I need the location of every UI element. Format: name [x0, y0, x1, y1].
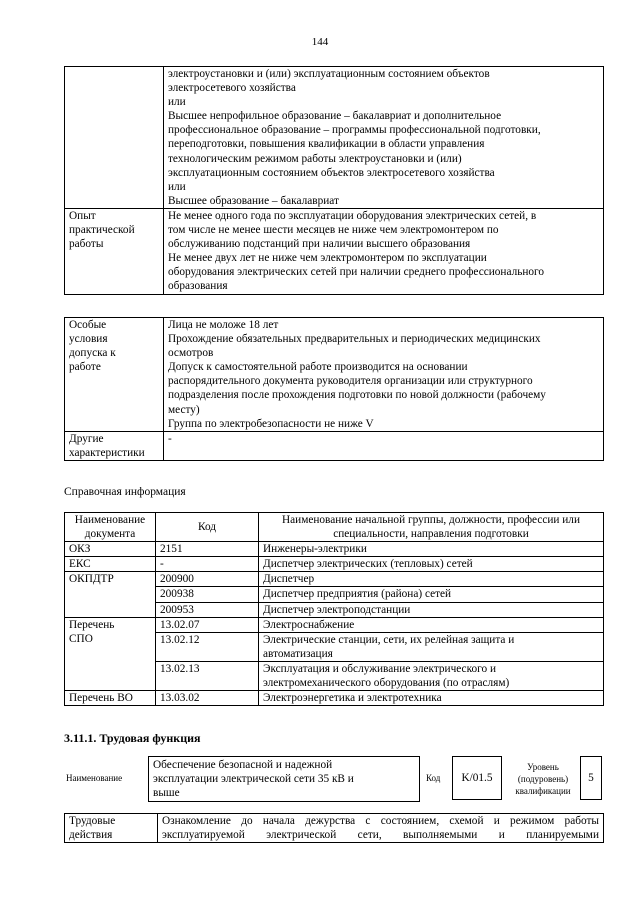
text-line: осмотров: [168, 347, 214, 360]
label-line: характеристики: [69, 446, 145, 459]
experience-value: [164, 208, 604, 294]
text-line: Эксплуатация и обслуживание электрического и: [263, 662, 497, 675]
function-header: [64, 756, 604, 802]
code-cell: 200900: [156, 572, 259, 587]
text-line: Высшее образование – бакалавриат: [168, 194, 339, 207]
conditions-table: [64, 317, 604, 461]
education-continuation-cell: [164, 67, 604, 209]
other-row: [65, 431, 604, 460]
label-line: Другие: [69, 432, 104, 445]
labor-actions-table: [64, 813, 604, 843]
name-label: Наименование: [66, 773, 123, 783]
text-line: эксплуатации электрической сети 35 кВ и: [153, 773, 354, 786]
label-line: действия: [69, 829, 113, 842]
text-line: Не менее одного года по эксплуатации оборудования электрических сетей, в: [168, 209, 537, 222]
page-number: 144: [311, 36, 329, 48]
labor-actions-row: [65, 814, 604, 843]
table-row: [65, 691, 604, 706]
header-line: Наименование: [74, 514, 146, 526]
text-line: технологическим режимом работы электроустановки и (или): [168, 152, 462, 165]
text-line: Группа по электробезопасности не ниже V: [168, 417, 374, 430]
desc-cell: Диспетчер электрических (тепловых) сетей: [259, 557, 604, 572]
function-name-box: [148, 756, 420, 802]
desc-cell: [259, 632, 604, 661]
code-value: K/01.5: [452, 756, 502, 800]
text-line: обслуживанию подстанций при наличии высшего образования: [168, 238, 471, 251]
reference-header-row: [65, 513, 604, 542]
code-label: Код: [426, 773, 441, 783]
reference-title: Справочная информация: [64, 486, 186, 498]
doc-cell: ЕКС: [65, 557, 156, 572]
code-cell: 13.02.12: [156, 632, 259, 661]
text-line: эксплуатируемой электрической сети, выполняемыми и планируемыми: [162, 829, 599, 842]
header-line: специальности, направления подготовки: [333, 528, 529, 541]
other-value: -: [164, 431, 604, 460]
text-line: электромеханического оборудования (по отраслям): [263, 677, 510, 690]
text-line: или: [168, 180, 186, 193]
conditions-value: [164, 318, 604, 432]
text-line: Высшее непрофильное образование – бакалавриат и дополнительное: [168, 110, 502, 123]
text-line: или: [168, 96, 186, 109]
header-line: документа: [84, 528, 136, 541]
text-line: профессиональное образование – программы профессиональной подготовки,: [168, 124, 541, 137]
desc-cell: Инженеры-электрики: [259, 542, 604, 557]
labor-actions-value: [158, 814, 604, 843]
table-row: [65, 572, 604, 587]
label-line: условия: [69, 333, 108, 346]
code-cell: 2151: [156, 542, 259, 557]
text-line: Прохождение обязательных предварительных и периодических медицинских: [168, 333, 541, 346]
text-line: Обеспечение безопасной и надежной: [153, 759, 333, 771]
code-cell: 13.03.02: [156, 691, 259, 706]
label-line: Уровень: [527, 762, 559, 772]
function-title: 3.11.1. Трудовая функция: [64, 731, 201, 745]
label-line: допуска к: [69, 347, 116, 360]
label-line: работы: [69, 238, 104, 251]
desc-cell: Диспетчер предприятия (района) сетей: [259, 587, 604, 602]
text-line: распорядительного документа руководителя организации или структурного: [168, 375, 533, 388]
labor-actions-label: [65, 814, 158, 843]
education-continuation-row: [65, 67, 604, 209]
text-line: эксплуатационным состоянием объектов электросетевого хозяйства: [168, 166, 495, 179]
text-line: Перечень: [69, 618, 115, 631]
experience-label: [65, 208, 164, 294]
label-line: квалификации: [515, 786, 571, 796]
label-line: (подуровень): [517, 774, 569, 784]
doc-cell: [65, 617, 156, 690]
table-row: [65, 557, 604, 572]
label-line: практической: [69, 224, 135, 237]
header-description: [259, 513, 604, 542]
text-line: том числе не менее шести месяцев не ниже чем электромонтером по: [168, 224, 499, 237]
table-row: [65, 617, 604, 632]
label-line: работе: [69, 361, 101, 374]
level-value: 5: [580, 756, 602, 800]
text-line: оборудования электрических сетей при наличии среднего профессионального: [168, 266, 545, 279]
label-line: Особые: [69, 319, 107, 331]
experience-row: [65, 208, 604, 294]
table-row: [65, 542, 604, 557]
empty-label-cell: [65, 67, 164, 209]
text-line: электросетевого хозяйства: [168, 82, 296, 95]
label-line: Опыт: [69, 209, 96, 222]
text-line: Электрические станции, сети, их релейная защита и: [263, 633, 515, 646]
text-line: Лица не моложе 18 лет: [168, 319, 279, 331]
reference-table: [64, 512, 604, 706]
code-cell: 200953: [156, 602, 259, 617]
text-line: переподготовки, повышения квалификации в области управления: [168, 138, 485, 151]
text-line: автоматизация: [263, 647, 333, 660]
code-cell: 200938: [156, 587, 259, 602]
text-line: Не менее двух лет не ниже чем электромонтером по эксплуатации: [168, 252, 487, 265]
requirements-table: [64, 66, 604, 295]
conditions-label: [65, 318, 164, 432]
text-line: месту): [168, 403, 200, 416]
desc-cell: Электроэнергетика и электротехника: [259, 691, 604, 706]
level-label: [506, 761, 580, 797]
text-line: подразделения после прохождения подготовки по новой должности (рабочему: [168, 389, 546, 402]
label-line: Трудовые: [69, 815, 116, 827]
code-cell: -: [156, 557, 259, 572]
text-line: СПО: [69, 632, 93, 645]
doc-cell: Перечень ВО: [65, 691, 156, 706]
header-line: Наименование начальной группы, должности, профессии или: [281, 514, 580, 526]
desc-cell: Диспетчер: [259, 572, 604, 587]
other-label: [65, 431, 164, 460]
conditions-row: [65, 318, 604, 432]
desc-cell: Диспетчер электроподстанции: [259, 602, 604, 617]
text-line: Ознакомление до начала дежурства с состоянием, схемой и режимом работы: [162, 815, 599, 827]
doc-cell: ОКПДТР: [65, 572, 156, 617]
code-cell: 13.02.13: [156, 661, 259, 690]
text-line: электроустановки и (или) эксплуатационным состоянием объектов: [168, 68, 490, 80]
doc-cell: ОКЗ: [65, 542, 156, 557]
text-line: выше: [153, 787, 180, 800]
text-line: образования: [168, 280, 228, 293]
code-cell: 13.02.07: [156, 617, 259, 632]
header-doc-name: [65, 513, 156, 542]
header-code: Код: [156, 513, 259, 542]
desc-cell: [259, 661, 604, 690]
text-line: Допуск к самостоятельной работе производится на основании: [168, 361, 468, 374]
desc-cell: Электроснабжение: [259, 617, 604, 632]
